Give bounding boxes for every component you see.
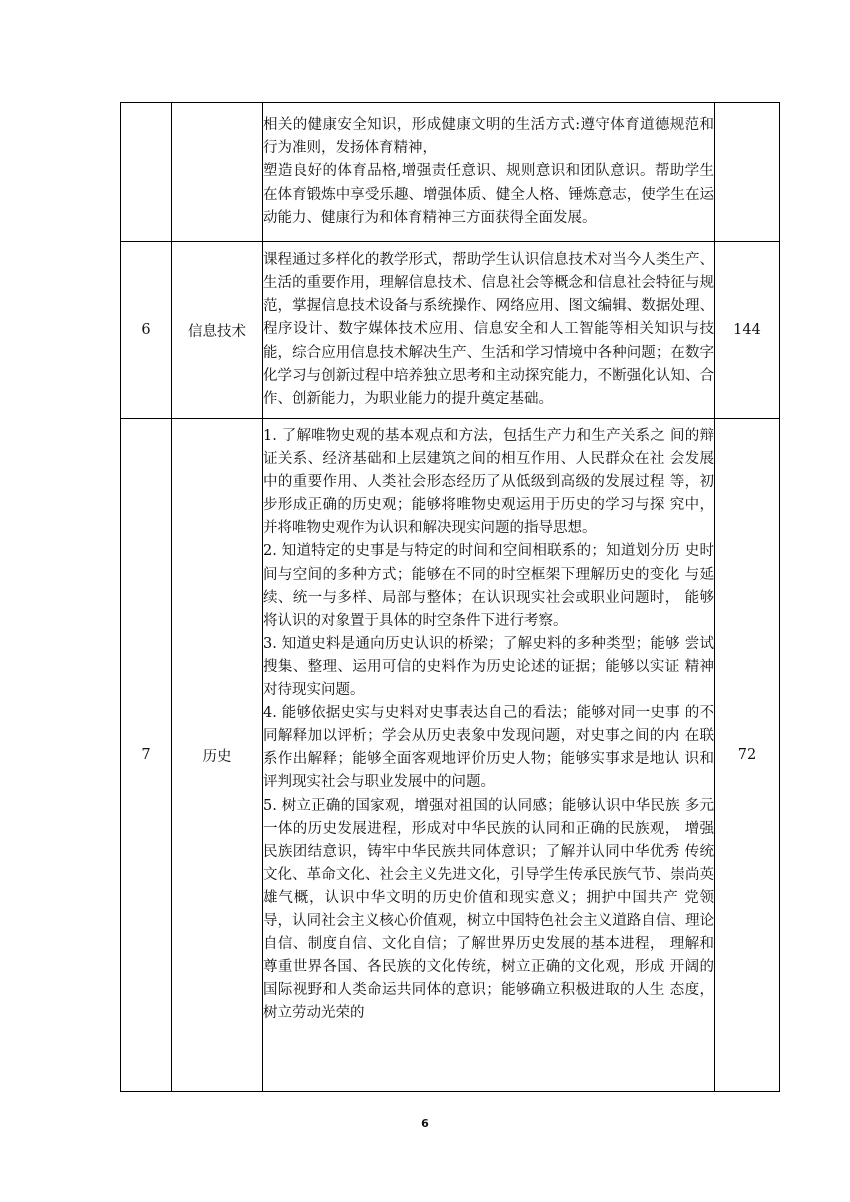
description-paragraph: 相关的健康安全知识，形成健康文明的生活方式:遵守体育道德规范和行为准则，发扬体育精神，: [263, 117, 714, 157]
page-number: 6: [421, 1117, 429, 1130]
description-paragraph: 5. 树立正确的国家观，增强对祖国的认同感；能够认识中华民族 多元一体的历史发展进程，形成对中华民族的认同和正确的民族观， 增强民族团结意识，铸牢中华民族共同体意识；了解并认同中华优秀 传统文化、革命文化、社会主义先进文化，引导学生传承民族气节、崇尚英雄气概，认识中华文明的历史价值和现实意义；拥护中国共产 党领导，认同社会主义核心价值观，树立中国特色社会主义道路自信、理论自信、制度自信、文化自信；了解世界历史发展的基本进程， 理解和尊重世界各国、各民族的文化传统，树立正确的文化观，形成 开阔的国际视野和人类命运共同体的意识；能够确立积极进取的人生 态度，树立劳动光荣的: [263, 797, 714, 1022]
description-paragraph: 4. 能够依据史实与史料对史事表达自己的看法；能够对同一史事 的不同解释加以评析；学会从历史表象中发现问题，对史事之间的内 在联系作出解释；能够全面客观地评价历史人物；能够实事求是地认 识和评判现实社会与职业发展中的问题。: [263, 705, 714, 791]
description-paragraph: 课程通过多样化的教学形式，帮助学生认识信息技术对当今人类生产、生活的重要作用，理解信息技术、信息社会等概念和信息社会特征与规范，掌握信息技术设备与系统操作、网络应用、图文编辑、数据处理、程序设计、数字媒体技术应用、信息安全和人工智能等相关知识与技能，综合应用信息技术解决生产、生活和学习情境中各种问题；在数字化学习与创新过程中培养独立思考和主动探究能力，不断强化认知、合作、创新能力，为职业能力的提升奠定基础。: [263, 252, 714, 407]
course-number-cell: [121, 103, 172, 242]
course-name-cell: 信息技术: [172, 242, 263, 419]
table-row-history: [121, 419, 780, 1092]
course-hours-cell: 144: [715, 242, 780, 419]
table-row-info-tech: [121, 242, 780, 419]
course-description-cell: [263, 242, 715, 419]
description-paragraph: 3. 知道史料是通向历史认识的桥梁；了解史料的多种类型；能够 尝试搜集、整理、运用可信的史料作为历史论述的证据；能够以实证 精神对待现实问题。: [263, 635, 714, 699]
table-row-pe-continued: [121, 103, 780, 242]
curriculum-table: [120, 102, 780, 1092]
course-name-cell: 历史: [172, 419, 263, 1092]
course-description-cell: [263, 419, 715, 1092]
description-paragraph: 2. 知道特定的史事是与特定的时间和空间相联系的；知道划分历 史时间与空间的多种方式；能够在不同的时空框架下理解历史的变化 与延续、统一与多样、局部与整体；在认识现实社会或职业问题时， 能够将认识的对象置于具体的时空条件下进行考察。: [263, 543, 714, 629]
description-paragraph: 1. 了解唯物史观的基本观点和方法，包括生产力和生产关系之 间的辩证关系、经济基础和上层建筑之间的相互作用、人民群众在社 会发展中的重要作用、人类社会形态经历了从低级到高级的发展过程 等，初步形成正确的历史观；能够将唯物史观运用于历史的学习与探 究中，并将唯物史观作为认识和解决现实问题的指导思想。: [263, 428, 714, 537]
course-number-cell: 6: [121, 242, 172, 419]
course-number-cell: 7: [121, 419, 172, 1092]
description-paragraph: 塑造良好的体育品格,增强责任意识、规则意识和团队意识。帮助学生在体育锻炼中享受乐趣、增强体质、健全人格、锤炼意志，使学生在运动能力、健康行为和体育精神三方面获得全面发展。: [263, 163, 714, 226]
course-hours-cell: 72: [715, 419, 780, 1092]
course-description-cell: [263, 103, 715, 242]
course-name-cell: [172, 103, 263, 242]
course-hours-cell: [715, 103, 780, 242]
